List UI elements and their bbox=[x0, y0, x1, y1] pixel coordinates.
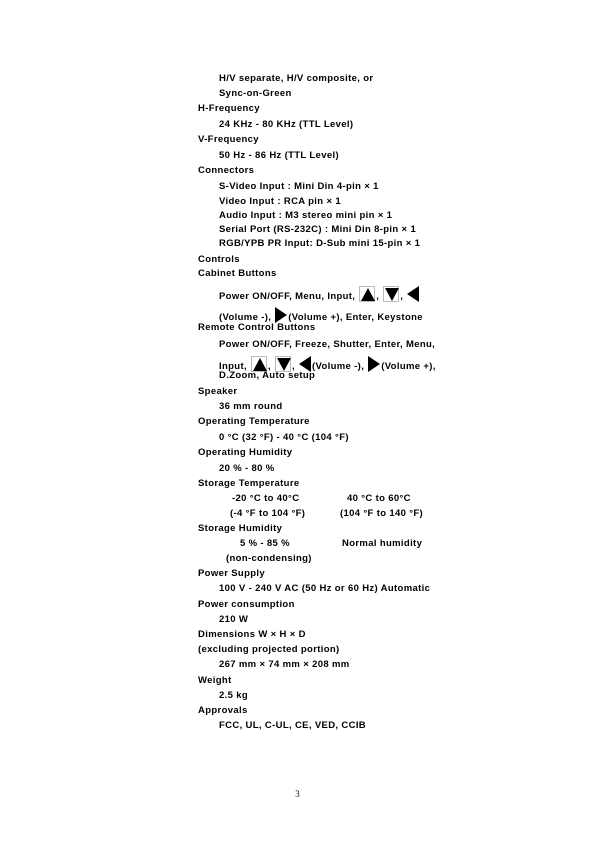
volume-down-text: (Volume -), bbox=[219, 312, 272, 323]
up-arrow-icon bbox=[359, 286, 375, 302]
connectors-heading: Connectors bbox=[198, 165, 255, 176]
cabinet-buttons-text: Power ON/OFF, Menu, Input, bbox=[219, 291, 356, 302]
storage-temp-celsius-1: -20 °C to 40°C bbox=[232, 493, 300, 504]
controls-heading: Controls bbox=[198, 254, 240, 265]
storage-humidity-value: 5 % - 85 % bbox=[240, 538, 290, 549]
operating-humidity-heading: Operating Humidity bbox=[198, 447, 293, 458]
volume-up-text: (Volume +), Enter, Keystone bbox=[288, 312, 423, 323]
remote-control-heading: Remote Control Buttons bbox=[198, 322, 316, 333]
power-supply-heading: Power Supply bbox=[198, 568, 266, 579]
sync-type-line-2: Sync-on-Green bbox=[219, 88, 292, 99]
cabinet-buttons-heading: Cabinet Buttons bbox=[198, 268, 277, 279]
separator: , bbox=[291, 361, 295, 372]
storage-humidity-note: (non-condensing) bbox=[226, 553, 312, 564]
down-arrow-icon bbox=[383, 286, 399, 302]
dimensions-heading: Dimensions W × H × D bbox=[198, 629, 306, 640]
volume-up-text: (Volume +), bbox=[381, 361, 436, 372]
storage-temp-celsius-2: 40 °C to 60°C bbox=[347, 493, 411, 504]
remote-buttons-line-1: Power ON/OFF, Freeze, Shutter, Enter, Menu, bbox=[219, 339, 436, 350]
operating-temperature-heading: Operating Temperature bbox=[198, 416, 310, 427]
approvals-heading: Approvals bbox=[198, 705, 248, 716]
storage-temp-fahrenheit-2: (104 °F to 140 °F) bbox=[340, 508, 424, 519]
sync-type-line-1: H/V separate, H/V composite, or bbox=[219, 73, 374, 84]
separator: , bbox=[376, 291, 380, 302]
connector-svideo: S-Video Input : Mini Din 4-pin × 1 bbox=[219, 181, 379, 192]
power-consumption-heading: Power consumption bbox=[198, 599, 295, 610]
storage-temp-fahrenheit-1: (-4 °F to 104 °F) bbox=[230, 508, 306, 519]
connector-audio: Audio Input : M3 stereo mini pin × 1 bbox=[219, 210, 393, 221]
power-consumption-value: 210 W bbox=[219, 614, 249, 625]
operating-humidity-value: 20 % - 80 % bbox=[219, 463, 275, 474]
speaker-value: 36 mm round bbox=[219, 401, 283, 412]
v-frequency-value: 50 Hz - 86 Hz (TTL Level) bbox=[219, 150, 339, 161]
h-frequency-heading: H-Frequency bbox=[198, 103, 260, 114]
connector-rgb: RGB/YPB PR Input: D-Sub mini 15-pin × 1 bbox=[219, 238, 421, 249]
separator: , bbox=[267, 361, 271, 372]
dimensions-note: (excluding projected portion) bbox=[198, 644, 340, 655]
right-arrow-icon bbox=[368, 356, 380, 372]
weight-heading: Weight bbox=[198, 675, 232, 686]
operating-temperature-value: 0 °C (32 °F) - 40 °C (104 °F) bbox=[219, 432, 349, 443]
v-frequency-heading: V-Frequency bbox=[198, 134, 259, 145]
storage-temperature-heading: Storage Temperature bbox=[198, 478, 300, 489]
storage-humidity-heading: Storage Humidity bbox=[198, 523, 283, 534]
connector-serial: Serial Port (RS-232C) : Mini Din 8-pin × 1 bbox=[219, 224, 417, 235]
cabinet-buttons-line-1 bbox=[219, 286, 420, 303]
h-frequency-value: 24 KHz - 80 KHz (TTL Level) bbox=[219, 119, 354, 130]
volume-down-text: (Volume -), bbox=[311, 361, 365, 372]
connector-video: Video Input : RCA pin × 1 bbox=[219, 196, 341, 207]
weight-value: 2.5 kg bbox=[219, 690, 249, 701]
input-text: Input, bbox=[219, 361, 247, 372]
remote-buttons-line-3: D.Zoom, Auto setup bbox=[219, 370, 316, 381]
speaker-heading: Speaker bbox=[198, 386, 238, 397]
separator: , bbox=[400, 291, 404, 302]
page-number: 3 bbox=[295, 789, 300, 799]
dimensions-value: 267 mm × 74 mm × 208 mm bbox=[219, 659, 350, 670]
storage-humidity-normal: Normal humidity bbox=[342, 538, 423, 549]
approvals-value: FCC, UL, C-UL, CE, VED, CCIB bbox=[219, 720, 367, 731]
left-arrow-icon bbox=[407, 286, 419, 302]
power-supply-value: 100 V - 240 V AC (50 Hz or 60 Hz) Automatic bbox=[219, 583, 431, 594]
right-arrow-icon bbox=[275, 307, 287, 323]
